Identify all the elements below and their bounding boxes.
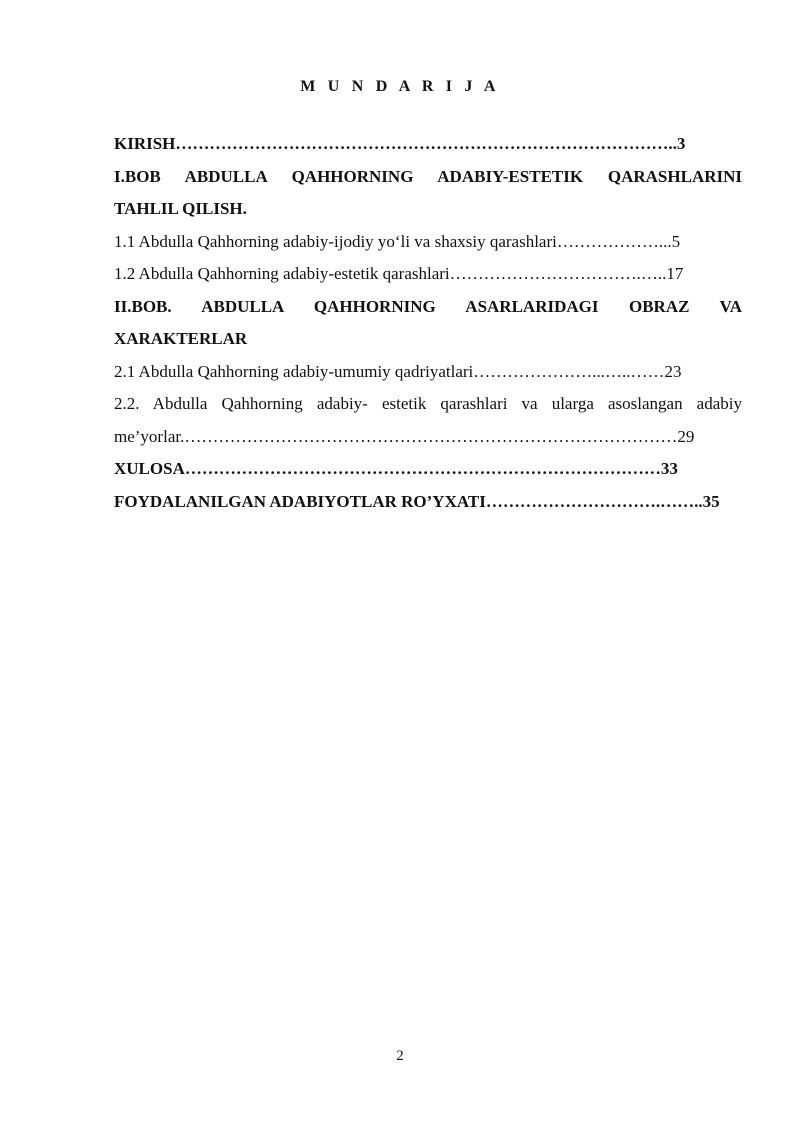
toc-entry-section-1-1: 1.1 Abdulla Qahhorning adabiy-ijodiy yo‘li va shaxsiy qarashlari………………...5	[114, 231, 681, 251]
page-number: 2	[396, 1048, 404, 1064]
toc-chapter2-heading-line2: XARAKTERLAR	[114, 329, 248, 348]
toc-chapter2-heading-line1: II.BOB. ABDULLA QAHHORNING ASARLARIDAGI OBRAZ VA	[114, 296, 742, 316]
toc-chapter1-heading-line1: I.BOB ABDULLA QAHHORNING ADABIY-ESTETIK QARASHLARINI	[114, 166, 742, 186]
toc-chapter1-heading-line2: TAHLIL QILISH.	[114, 199, 247, 218]
toc-entry-xulosa: XULOSA…………………………………………………………………………33	[114, 459, 678, 478]
toc-entry-section-2-2-line1: 2.2. Abdulla Qahhorning adabiy- estetik qarashlari va ularga asoslangan adabiy	[114, 394, 742, 413]
table-of-contents	[114, 128, 742, 518]
toc-title: M U N D A R I J A	[300, 78, 500, 95]
toc-entry-section-2-1: 2.1 Abdulla Qahhorning adabiy-umumiy qadriyatlari…………………...…..……23	[114, 361, 682, 381]
toc-entry-bibliography: FOYDALANILGAN ADABIYOTLAR RO’YXATI………………………….……..35	[114, 491, 720, 511]
toc-entry-kirish: KIRISH……………………………………………………………………………..3	[114, 134, 686, 153]
toc-entry-section-2-2-line2: me’yorlar.……………………………………………………………………………29	[114, 426, 695, 446]
toc-entry-section-1-2: 1.2 Abdulla Qahhorning adabiy-estetik qarashlari…………………………….…..17	[114, 264, 684, 283]
